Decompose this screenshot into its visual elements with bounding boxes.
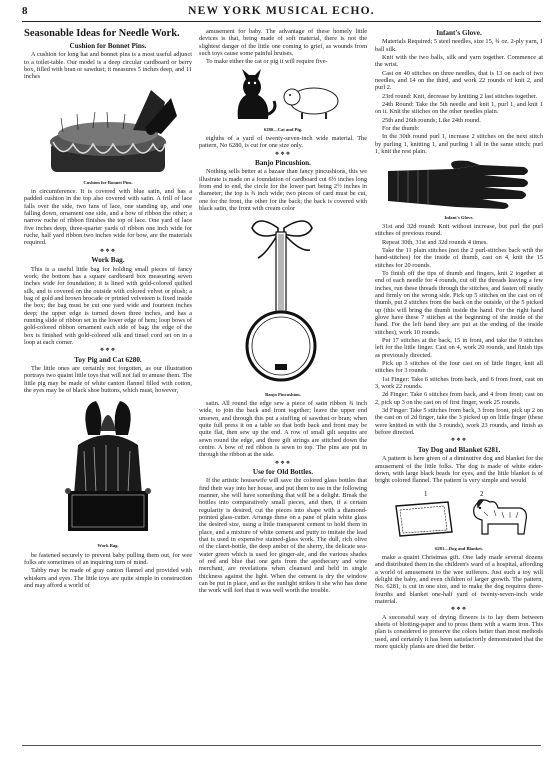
paragraph: Take the 11 plain stitches (not the 2 purl-stitches back with the hand-stitches) for the inside of thumb, cast on 4, knit the 15 stitches for 20 rounds.: [375, 246, 543, 269]
section-title-toy-dog: Toy Dog and Blanket 6281.: [417, 445, 501, 454]
paragraph: For the thumb:: [382, 125, 420, 133]
section-title-infant-glove: Infant's Glove.: [436, 29, 482, 37]
figure-caption: Work Bag.: [97, 543, 119, 549]
paragraph: 3d Finger: Take 5 stitches from back, 3 from front, pick up 2 on the cast on of 2d finger, take the 3 picked up on little finger (these were knitted in with the 3 rounds), work 23 rounds, and finish as before directed.: [375, 407, 543, 437]
paragraph: 23rd round: Knit, decrease by knitting 2 last stitches together.: [382, 92, 538, 100]
paragraph: be fastened securely to prevent baby pulling them out, for wee folks are sometimes of an inquiring turn of mind.: [24, 551, 192, 567]
bottom-rule: [22, 745, 541, 746]
paragraph: 1st Finger: Take 6 stitches from back, and 6 from front, cast on 3, work 22 rounds.: [375, 375, 543, 391]
section-title-cushion: Cushion for Bonnet Pins.: [69, 42, 147, 50]
paragraph: satin. All round the edge sew a piece of satin ribbon ¾ inch wide, to join the back and front together; leave the upper end unsewn, and through this put a stuffing of sawdust or bran; when quite full press it on a table so that both back and front may be quite flat, then sew up the end. A row of small gilt sequins are sewn round the edge, and three gilt strings are stitched down the centre. A bow of red ribbon is sewn to top. The pins are put in through the ribbon at the side.: [199, 399, 367, 459]
paragraph: Put 17 stitches at the back, 15 in front, and take the 9 stitches left for the little finger. Cast on 4, work 20 rounds, and finish tips as previously directed.: [375, 337, 543, 359]
cushion-illustration: [33, 82, 183, 178]
page-number: 8: [22, 5, 28, 17]
paragraph: Pick up 3 stitches of the four cast on of little finger, knit all stitches for 3 rounds.: [375, 360, 543, 375]
left-column: [24, 28, 192, 590]
figure-label-1: 1: [424, 489, 428, 498]
paragraph: 31st and 32d round: Knit without increase, but purl the purl stitches of previous round.: [375, 222, 543, 238]
paragraph: 25th and 26th rounds; Like 24th round.: [382, 116, 481, 124]
cat-and-pig-illustration: [218, 67, 348, 125]
middle-column: [199, 28, 367, 596]
section-ornament: ❖❖❖: [450, 607, 468, 613]
section-title-work-bag: Work Bag.: [91, 256, 125, 265]
work-bag-illustration: [58, 395, 158, 541]
figure-caption: Infant's Glove.: [444, 214, 474, 220]
paragraph: To finish off the tips of thumb and fingers, knit 2 together at end of each needle for 4 rounds, cut off the threads leaving a few inches, run these threads through the stitches, and fasten off neatly and firmly on the wrong side. Pick up 5 stitches on the cast on of thumb, put 2 stitches from the back on the outside, of the 5 picked up (this will bring the thumb inside the hand. For the right hand glove have these 7 stitches at the beginning of the inside of the hand. For the left hand they are put at the ending of the inside stitches), work 10 rounds.: [375, 269, 543, 336]
paragraph: A cushion for long hat and bonnet pins is a most useful adjunct to a toilet-table. Our model is a deep circular cardboard or berry box, filled with bran or sawdust; it measures 5 inches deep, and 11 inches: [24, 51, 192, 81]
banjo-pincushion-illustration: [228, 214, 338, 390]
section-title-toy-pig-cat: Toy Pig and Cat 6280.: [74, 355, 142, 364]
paragraph: eighths of a yard of twenty-seven-inch wide material. The pattern, No 6280, is cut for one size only.: [199, 135, 367, 150]
paragraph: amusement for baby. The advantage of these homely little devices is that, being made of soft material, there is not the slightest danger of the little one coming to grief, as wounds from such toys cause some painful bruises.: [199, 28, 367, 58]
figure-label-2: 2: [480, 489, 484, 498]
paragraph: 24th Round: Take the 5th needle and knit 1, purl 1, and knit 1 on it. Knit the stitches on the other needles plain.: [375, 101, 543, 116]
figure-caption: 6280—Cat and Pig.: [263, 126, 303, 132]
paragraph: A pattern is here given of a diminutive dog and blanket for the amusement of the little folks. The dog is made of white eider-down, with large black beads for eyes, and the little blanket is of bright colored flannel. The pattern is very simple and would: [375, 455, 543, 485]
right-column: [375, 28, 543, 651]
paragraph: Repeat 30th, 31st and 32d rounds 4 times.: [382, 238, 488, 246]
dog-and-blanket-illustration: [384, 486, 534, 544]
section-ornament: ❖❖❖: [274, 460, 292, 466]
section-title-old-bottles: Use for Old Bottles.: [252, 467, 314, 476]
paragraph: 2d Finger: Take 6 stitches from back, and 4 from front; cast on 2, pick up 3 on the cast on of first finger, work 25 rounds.: [375, 391, 543, 406]
paragraph: A successful way of drying flowers is to lay them between sheets of blotting-paper and to press them with a warm iron. This plan is considered to preserve the colors better than most methods used, and certainly it has been satisfactorily demonstrated that the more quickly plants are dried the better.: [375, 613, 543, 650]
section-ornament: ❖❖❖: [274, 151, 292, 157]
figure-caption: Cushion for Bonnet Pins.: [83, 179, 133, 185]
section-title-banjo: Banjo Pincushion.: [255, 159, 311, 168]
publication-title: NEW YORK MUSICAL ECHO.: [188, 5, 375, 17]
figure-caption: Banjo Pincushion.: [265, 391, 301, 397]
section-ornament: ❖❖❖: [99, 348, 117, 354]
infant-glove-illustration: [384, 157, 534, 213]
paragraph: Materials Required; 5 steel needles, size 15, ¾ oz. 2-ply yarn, 1 ball silk.: [375, 38, 543, 53]
paragraph: Tabby may be made of gray canton flannel and provided with whiskers and eyes. The little toys are quite simple in construction and may afford a world of: [24, 567, 192, 590]
paragraph: make a quaint Christmas gift. One lady made several dozens and distributed them in the children's ward of a hospital, affording a world of amusement to the wee sufferers. Just such a toy will delight the baby, and even children of larger growth. The pattern, No. 6281, is cut in one size, and to make the dog requires three-fourths and blanket one-half yard of twenty-seven-inch wide material.: [375, 553, 543, 605]
paragraph: in circumference. It is covered with blue satin, and has a padded cushion in the top also covered with satin. A frill of lace falls over the side, two fans of lace, one standing up, and one falling down, ornament one side, and a bow of ribbon the other; a narrow ruche of ribbon finishes the top of lace. One yard of lace five inches deep, three-quarter yards of ribbon one inch wide for ruche, half yard ribbon two inches wide for bow, are the materials required.: [24, 188, 192, 247]
paragraph: In the 30th round purl 1, increase 2 stitches on the next stitch by purling 1, knitting 1, and purling 1 all in the same stitch; purl 1, knit the rest plain.: [375, 133, 543, 156]
paragraph: The little ones are certainly not forgotten, as our illustration portrays two quaint little toys that will not fail to amuse them. The little pig may be made of white canton flannel filled with cotton, the eyes may be of black shoe buttons, which must, however,: [24, 364, 192, 394]
article-headline: Seasonable Ideas for Needle Work.: [24, 28, 180, 39]
paragraph: This is a useful little bag for holding small pieces of fancy work; the bottom has a square cardboard box measuring seven inches wide for foundation; it is lined with gold-colored quilted silk, and is covered on the outside with colored velvet or plush; a bag of gold and brown brocade or printed velveteen is fixed inside the box; the bag must be cut one yard wide and fourteen inches deep; the upper edge is turned down three inches, and has a running slide of ribbon set in the lower edge of hem; loop bows of gold-colored ribbon ornament each side of bag; the edge of the box is finished with gold-colored silk and tinsel cord set on in a loop at each corner.: [24, 265, 192, 346]
paragraph: Nothing sells better at a bazaar than fancy pincushions, this we illustrate is made on a foundation of cardboard cut 6½ inches long from end to end, the circle for the lower part being 2½ inches in diameter; the top is ¾ inch wide; two pieces of card must be cut, one for the front, the other for the back; the back is covered with black satin, the front with cream color: [199, 168, 367, 213]
paragraph: If the artistic housewife will save the colored glass bottles that find their way into her house, and put them to use in the following manner, she will have something that will be a delight. Break the bottles into comparatively small pieces, and then, if a certain regularity is desired, cut the pieces into shape with a diamond-pointed glass-cutter. Arrange these on a pane of plain white glass the desired size, using a little transparent cement to hold them in place, and a mixture of white cement and putty to imitate the lead that is used in expensive stained-glass work. The dull, rich olive of the claret-bottle, the deep amber of the sherry, the delicate sea-water green which is used for ginger-ale, and the various shades of red and blue that one gets from the apothecary and wine merchant, are revelations when cleansed and held in single thickness against the light. When the cement is dry the window can be put in place, and as the sunlight strikes it she who has done the work will feel that it was well worth the trouble.: [199, 477, 367, 595]
figure-caption: 6281—Dog and Blanket.: [435, 545, 483, 551]
paragraph: Knit with the two balls, silk and yarn together. Commence at the wrist.: [375, 54, 543, 69]
paragraph: To make either the cat or pig it will require five-: [206, 58, 328, 66]
paragraph: Cast on 40 stitches on three needles, that is 13 on each of two needles, and 14 on the third, and work 22 rounds of knit 2, and purl 2.: [375, 69, 543, 92]
section-ornament: ❖❖❖: [450, 438, 468, 444]
section-ornament: ❖❖❖: [99, 248, 117, 254]
page-header: [22, 5, 541, 22]
